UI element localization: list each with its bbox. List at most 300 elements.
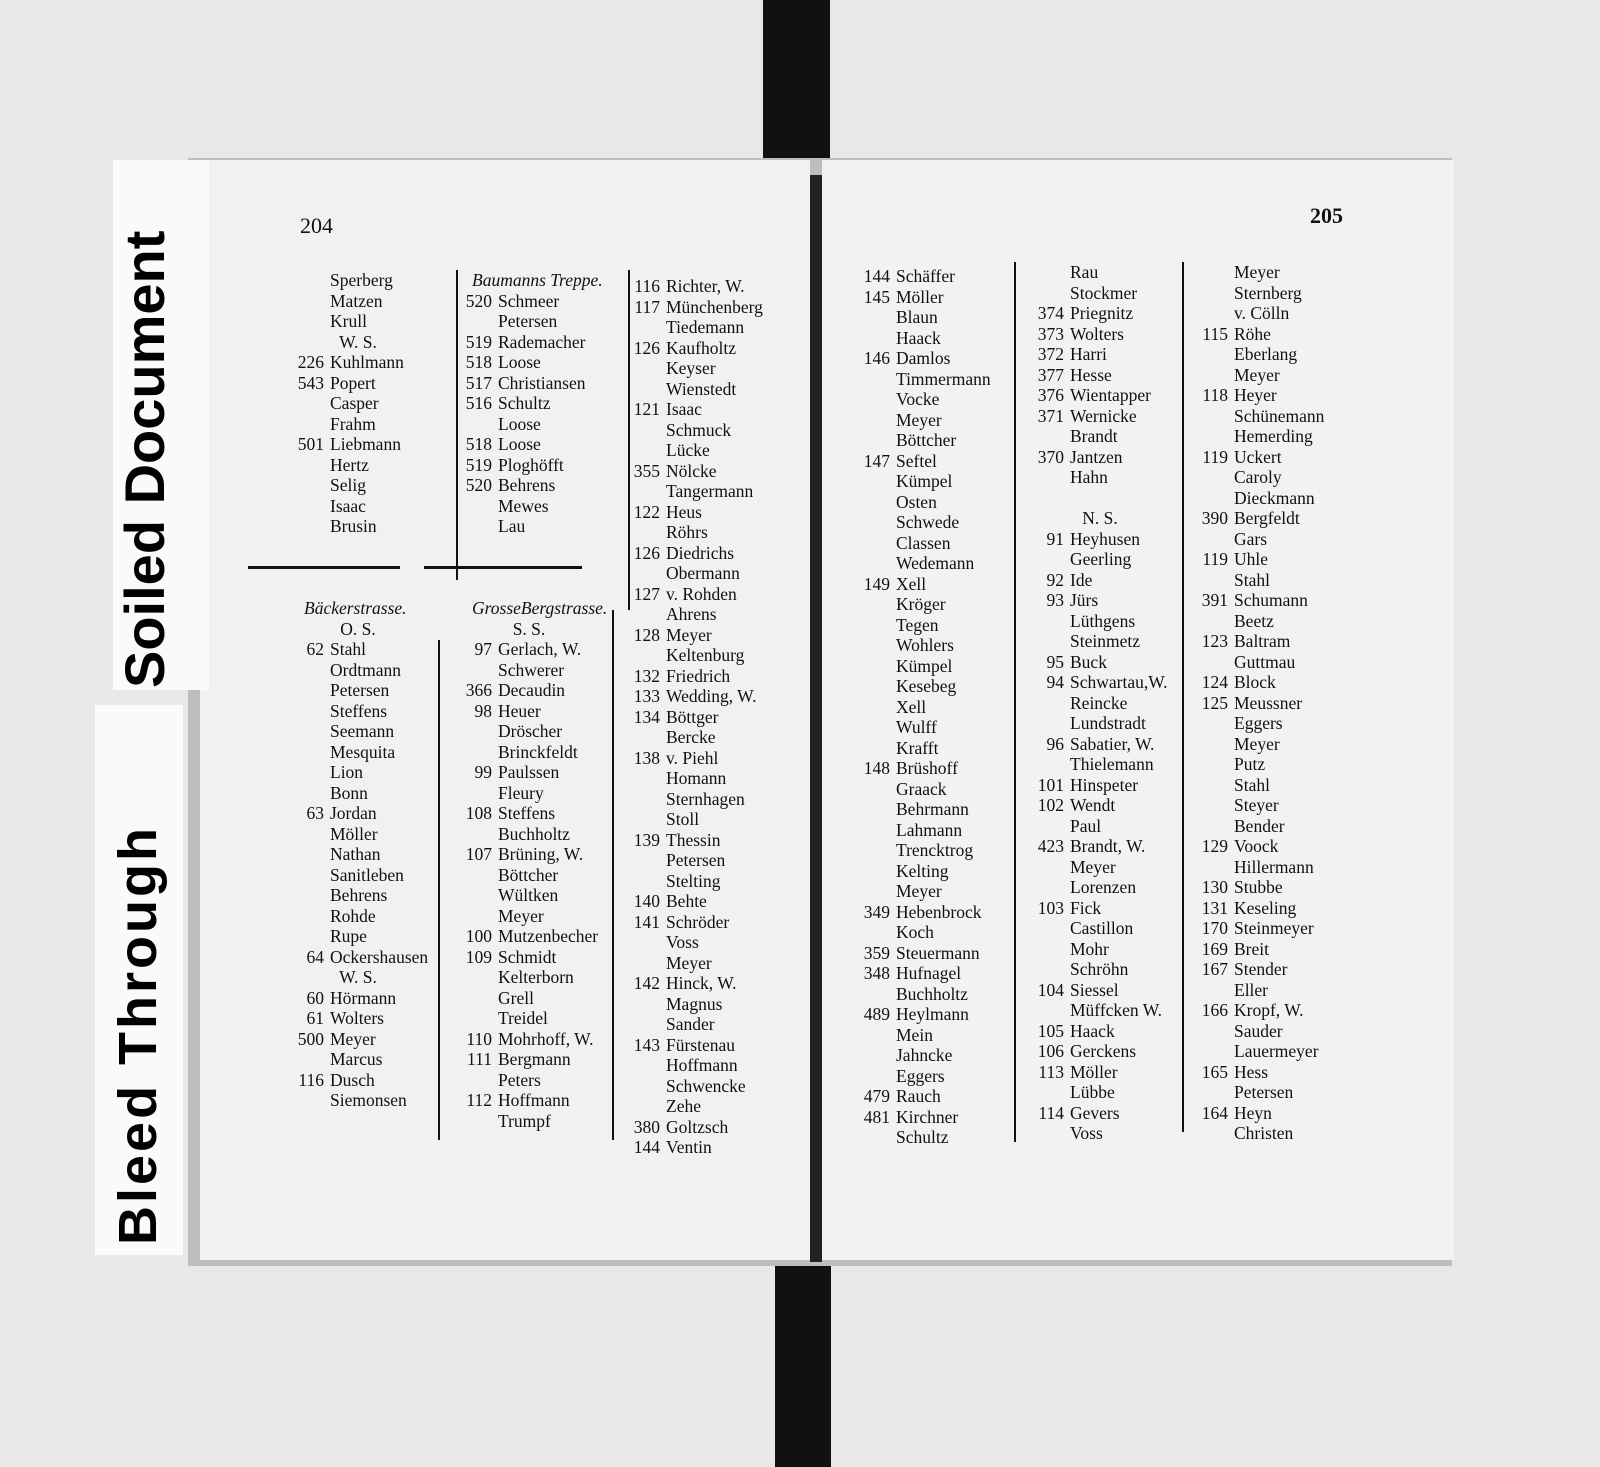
directory-entry: [842, 1086, 1010, 1107]
directory-entry: [614, 297, 804, 318]
resident-name: Lauermeyer: [1234, 1041, 1319, 1061]
directory-entry: [268, 865, 448, 886]
house-number: 518: [465, 434, 492, 454]
directory-entry: [268, 762, 448, 783]
house-number: 489: [863, 1004, 890, 1024]
horizontal-rule: [424, 566, 582, 569]
house-number: [1184, 775, 1234, 796]
directory-entry: [1014, 529, 1186, 550]
house-number: 359: [863, 942, 890, 963]
resident-name: Eller: [1234, 979, 1269, 1000]
resident-name: Gars: [1234, 528, 1268, 549]
directory-entry: [614, 502, 804, 523]
directory-entry: [1014, 1103, 1186, 1124]
house-number: [842, 697, 896, 718]
house-number: [842, 430, 896, 451]
resident-name: Müffcken W.: [1070, 1000, 1163, 1020]
resident-name: Eggers: [896, 1065, 945, 1086]
resident-name: Hemerding: [1234, 426, 1313, 446]
resident-name: Kröger: [896, 594, 946, 614]
house-number: 112: [466, 1090, 492, 1110]
directory-entry: [440, 926, 618, 947]
house-number: [1014, 918, 1070, 939]
resident-name: Petersen: [1234, 1082, 1294, 1102]
house-number: [268, 906, 330, 927]
directory-entry: [440, 865, 618, 886]
directory-entry: [440, 947, 618, 968]
resident-name: Frahm: [330, 413, 376, 434]
house-number: [1014, 693, 1070, 714]
house-number: [1184, 1123, 1234, 1144]
resident-name: Bergmann: [498, 1049, 571, 1069]
house-number: [842, 881, 896, 902]
resident-name: Meyer: [896, 881, 942, 901]
directory-entry: [1184, 447, 1344, 468]
house-number: [614, 563, 666, 584]
binding-spine-top: [763, 0, 830, 180]
directory-column-4: [842, 266, 1010, 1148]
resident-name: Röhrs: [666, 522, 708, 542]
resident-name: Kümpel: [896, 655, 953, 676]
house-number: 129: [1201, 836, 1228, 856]
directory-entry: [842, 1066, 1010, 1087]
house-number: [268, 270, 330, 291]
house-number: [614, 953, 666, 974]
resident-name: Schultz: [498, 393, 551, 413]
resident-name: Wedding, W.: [666, 686, 757, 706]
house-number: [842, 738, 896, 759]
directory-entry: [440, 291, 618, 312]
house-number: [1184, 303, 1234, 324]
street-name: [440, 270, 618, 291]
resident-name: Homann: [666, 768, 727, 788]
resident-name: Goltzsch: [666, 1116, 729, 1137]
house-number: 94: [1046, 672, 1064, 692]
directory-entry: [614, 666, 804, 687]
resident-name: Trencktrog: [896, 840, 974, 860]
house-number: 63: [306, 803, 324, 823]
directory-entry: [440, 434, 618, 455]
directory-entry: [440, 1111, 618, 1132]
resident-name: Behrmann: [896, 799, 969, 819]
resident-name: Paul: [1070, 815, 1102, 836]
resident-name: v. Piehl: [666, 747, 719, 768]
directory-entry: [440, 762, 618, 783]
house-number: 103: [1037, 897, 1064, 918]
house-number: [1014, 754, 1070, 775]
house-number: 143: [633, 1034, 660, 1055]
directory-entry: [1014, 713, 1186, 734]
directory-entry: [268, 393, 448, 414]
resident-name: Beetz: [1234, 610, 1274, 631]
resident-name: Kaufholtz: [666, 337, 736, 358]
directory-entry: [614, 789, 804, 810]
house-number: [1184, 406, 1234, 427]
resident-name: Meyer: [1234, 733, 1280, 754]
house-number: [842, 615, 896, 636]
house-number: 114: [1038, 1102, 1064, 1123]
resident-name: Loose: [498, 434, 541, 454]
house-number: [440, 885, 498, 906]
directory-entry: [842, 389, 1010, 410]
house-number: [1184, 426, 1234, 447]
resident-name: Harri: [1070, 344, 1107, 364]
directory-entry: [842, 1127, 1010, 1148]
resident-name: Kesebeg: [896, 676, 957, 696]
directory-entry: [842, 553, 1010, 574]
resident-name: Graack: [896, 778, 947, 799]
house-number: [1184, 365, 1234, 386]
house-number: 133: [633, 686, 660, 706]
resident-name: Treidel: [498, 1008, 548, 1028]
directory-entry: [440, 967, 618, 988]
directory-entry: [1184, 1123, 1344, 1144]
directory-entry: [842, 512, 1010, 533]
house-number: [1014, 713, 1070, 734]
resident-name: Meyer: [330, 1028, 376, 1049]
house-number: 118: [1202, 385, 1228, 405]
resident-name: v. Cölln: [1234, 303, 1290, 323]
directory-entry: [268, 270, 448, 291]
house-number: [842, 984, 896, 1005]
resident-name: Brinckfeldt: [498, 741, 578, 762]
resident-name: Mutzenbecher: [498, 926, 599, 946]
house-number: [1184, 1041, 1234, 1062]
resident-name: Ide: [1070, 569, 1093, 590]
resident-name: Sperberg: [330, 270, 393, 290]
directory-entry: [1014, 1041, 1186, 1062]
horizontal-rule: [248, 566, 400, 569]
resident-name: Geerling: [1070, 549, 1132, 569]
house-number: [1184, 1082, 1234, 1103]
directory-entry: [1184, 1082, 1344, 1103]
resident-name: Bercke: [666, 727, 716, 747]
directory-entry: [614, 1014, 804, 1035]
house-number: 95: [1046, 651, 1064, 672]
house-number: [268, 680, 330, 701]
resident-name: Kelting: [896, 860, 949, 881]
directory-entry: [614, 809, 804, 830]
house-number: [614, 420, 666, 441]
directory-entry: [440, 885, 618, 906]
directory-entry: [1184, 590, 1344, 611]
directory-entry: [1014, 631, 1186, 652]
house-number: [1184, 529, 1234, 550]
resident-name: Röhe: [1234, 323, 1271, 344]
resident-name: Hahn: [1070, 467, 1108, 487]
house-number: 377: [1037, 364, 1064, 385]
house-number: [1184, 1021, 1234, 1042]
directory-entry: [268, 906, 448, 927]
directory-entry: [268, 291, 448, 312]
directory-entry: [842, 451, 1010, 472]
resident-name: Rauch: [896, 1086, 941, 1106]
directory-entry: [1184, 1103, 1344, 1124]
house-number: 134: [633, 706, 660, 727]
directory-entry: [614, 912, 804, 933]
directory-entry: [614, 440, 804, 461]
house-number: [440, 742, 498, 763]
house-number: [842, 307, 896, 328]
resident-name: Krull: [330, 311, 367, 331]
resident-name: Steyer: [1234, 795, 1279, 815]
house-number: 479: [863, 1086, 890, 1106]
directory-column-1: [268, 270, 448, 1111]
house-number: 149: [863, 573, 890, 594]
house-number: 516: [465, 393, 492, 413]
directory-entry: [842, 471, 1010, 492]
house-number: [614, 850, 666, 871]
directory-entry: [268, 496, 448, 517]
resident-name: Mohrhoff, W.: [498, 1028, 594, 1049]
house-number: 518: [465, 352, 492, 372]
resident-name: Isaac: [330, 495, 366, 516]
resident-name: Uckert: [1234, 446, 1282, 467]
resident-name: Voss: [1070, 1123, 1103, 1143]
directory-entry: [614, 522, 804, 543]
resident-name: Haack: [896, 327, 941, 348]
house-number: 119: [1202, 549, 1228, 569]
directory-entry: [1184, 734, 1344, 755]
directory-entry: [842, 779, 1010, 800]
house-number: [1014, 549, 1070, 570]
directory-entry: [440, 742, 618, 763]
house-number: 140: [633, 891, 660, 911]
directory-entry: [842, 635, 1010, 656]
directory-entry: [1184, 959, 1344, 980]
house-number: [268, 885, 330, 906]
directory-entry: [440, 516, 618, 537]
house-number: [268, 455, 330, 476]
directory-entry: [1184, 652, 1344, 673]
house-number: [842, 635, 896, 656]
house-number: [614, 1076, 666, 1097]
resident-name: Heyer: [1234, 385, 1277, 405]
resident-name: Steinmeyer: [1234, 918, 1314, 938]
resident-name: Bergfeldt: [1234, 508, 1300, 528]
resident-name: Fleury: [498, 782, 544, 803]
directory-entry: [268, 721, 448, 742]
directory-entry: [1184, 816, 1344, 837]
house-number: 126: [633, 337, 660, 358]
resident-name: Loose: [498, 352, 541, 372]
directory-entry: [1014, 426, 1186, 447]
house-number: [1014, 426, 1070, 447]
house-number: [842, 656, 896, 677]
house-number: 116: [298, 1069, 324, 1090]
resident-name: Böttcher: [498, 864, 559, 885]
directory-entry: [1184, 836, 1344, 857]
house-number: [1184, 262, 1234, 283]
resident-name: Kelterborn: [498, 967, 574, 987]
house-number: 519: [465, 331, 492, 352]
directory-entry: [842, 1004, 1010, 1025]
directory-entry: [842, 820, 1010, 841]
house-number: 366: [465, 680, 492, 700]
directory-entry: [1184, 877, 1344, 898]
resident-name: Baltram: [1234, 631, 1291, 651]
resident-name: Breit: [1234, 938, 1269, 959]
resident-name: Hörmann: [330, 987, 397, 1008]
directory-entry: [1184, 980, 1344, 1001]
page-number-right: 205: [1310, 203, 1343, 228]
resident-name: Sternberg: [1234, 282, 1302, 303]
resident-name: Xell: [896, 573, 927, 594]
directory-entry: [268, 475, 448, 496]
house-number: 374: [1037, 303, 1064, 323]
house-number: 104: [1037, 979, 1064, 1000]
resident-name: Wültken: [498, 885, 559, 905]
resident-name: Ockershausen: [330, 946, 429, 967]
resident-name: Meyer: [1234, 262, 1280, 282]
resident-name: Wernicke: [1070, 405, 1137, 426]
resident-name: Grell: [498, 987, 534, 1008]
house-number: [1014, 1000, 1070, 1021]
resident-name: Steffens: [498, 803, 556, 823]
house-number: [440, 1111, 498, 1132]
house-number: 372: [1037, 344, 1064, 364]
directory-entry: [1014, 1082, 1186, 1103]
book-gutter: [810, 175, 822, 1262]
resident-name: Möller: [330, 823, 378, 844]
directory-entry: [1184, 939, 1344, 960]
directory-entry: [842, 287, 1010, 308]
resident-name: Seftel: [896, 450, 937, 471]
directory-entry: [440, 1008, 618, 1029]
resident-name: Wulff: [896, 717, 937, 737]
side-header: [268, 619, 448, 640]
resident-name: Mesquita: [330, 741, 396, 762]
directory-entry: [614, 891, 804, 912]
directory-entry: [268, 434, 448, 455]
resident-name: Mewes: [498, 495, 549, 516]
directory-column-6: [1184, 262, 1344, 1144]
directory-entry: [614, 461, 804, 482]
resident-name: Koch: [896, 922, 934, 942]
resident-name: Jahncke: [896, 1045, 953, 1065]
directory-entry: [440, 660, 618, 681]
resident-name: Wohlers: [896, 635, 954, 655]
resident-name: Schmeer: [498, 290, 560, 311]
resident-name: Schäffer: [896, 266, 955, 286]
directory-entry: [1014, 652, 1186, 673]
house-number: 131: [1201, 897, 1228, 918]
directory-entry: [1014, 303, 1186, 324]
directory-entry: [268, 885, 448, 906]
house-number: [614, 358, 666, 379]
soiled-document-label: Soiled Document: [113, 230, 176, 688]
resident-name: Stender: [1234, 959, 1288, 979]
resident-name: Eggers: [1234, 713, 1283, 733]
house-number: [268, 516, 330, 537]
directory-entry: [1014, 447, 1186, 468]
house-number: 64: [306, 946, 324, 967]
house-number: [842, 553, 896, 574]
directory-entry: [1014, 344, 1186, 365]
directory-entry: [842, 1045, 1010, 1066]
directory-entry: [842, 492, 1010, 513]
house-number: [440, 865, 498, 886]
directory-entry: [1014, 672, 1186, 693]
resident-name: Blaun: [896, 307, 938, 327]
house-number: [268, 393, 330, 414]
house-number: [268, 311, 330, 332]
resident-name: Buchholtz: [896, 983, 968, 1004]
house-number: [440, 721, 498, 742]
directory-entry: [614, 379, 804, 400]
directory-entry: [614, 358, 804, 379]
directory-entry: [1184, 631, 1344, 652]
house-number: 144: [863, 266, 890, 286]
street-name-text: Baumanns Treppe.: [472, 270, 603, 290]
directory-entry: [268, 660, 448, 681]
directory-entry: [440, 332, 618, 353]
resident-name: Stahl: [330, 639, 366, 659]
house-number: [1014, 939, 1070, 960]
resident-name: Wienstedt: [666, 378, 737, 399]
house-number: [268, 844, 330, 865]
house-number: [268, 496, 330, 517]
directory-entry: [842, 266, 1010, 287]
directory-entry: [614, 707, 804, 728]
directory-entry: [614, 563, 804, 584]
directory-entry: [842, 717, 1010, 738]
resident-name: Thielemann: [1070, 754, 1154, 774]
resident-name: Stubbe: [1234, 877, 1283, 897]
directory-column-5: [1014, 262, 1186, 1144]
directory-entry: [614, 645, 804, 666]
resident-name: Hinspeter: [1070, 774, 1139, 795]
resident-name: Tegen: [896, 614, 939, 635]
resident-name: Kuhlmann: [330, 352, 404, 372]
directory-entry: [1014, 795, 1186, 816]
house-number: 101: [1037, 774, 1064, 795]
house-number: [842, 533, 896, 554]
directory-entry: [1014, 365, 1186, 386]
directory-entry: [1184, 1041, 1344, 1062]
resident-name: Fürstenau: [666, 1034, 736, 1055]
house-number: 93: [1046, 590, 1064, 610]
house-number: [268, 475, 330, 496]
resident-name: Voock: [1234, 836, 1279, 856]
house-number: [440, 967, 498, 988]
directory-entry: [268, 1070, 448, 1091]
directory-entry: [842, 574, 1010, 595]
directory-entry: [842, 943, 1010, 964]
resident-name: Brusin: [330, 516, 377, 536]
directory-entry: [842, 840, 1010, 861]
house-number: 123: [1201, 631, 1228, 651]
resident-name: Dieckmann: [1234, 487, 1315, 508]
house-number: [1014, 611, 1070, 632]
resident-name: Sauder: [1234, 1020, 1283, 1041]
directory-entry: [440, 803, 618, 824]
directory-entry: [1014, 1062, 1186, 1083]
directory-entry: [1184, 795, 1344, 816]
house-number: [614, 727, 666, 748]
directory-entry: [268, 1090, 448, 1111]
resident-name: Hoffmann: [498, 1090, 570, 1110]
house-number: [614, 440, 666, 461]
house-number: [614, 1055, 666, 1076]
resident-name: Behrens: [498, 475, 556, 495]
house-number: 355: [633, 460, 660, 481]
directory-entry: [440, 455, 618, 476]
directory-entry: [1184, 693, 1344, 714]
directory-entry: [614, 338, 804, 359]
directory-entry: [1014, 959, 1186, 980]
house-number: 126: [633, 542, 660, 563]
